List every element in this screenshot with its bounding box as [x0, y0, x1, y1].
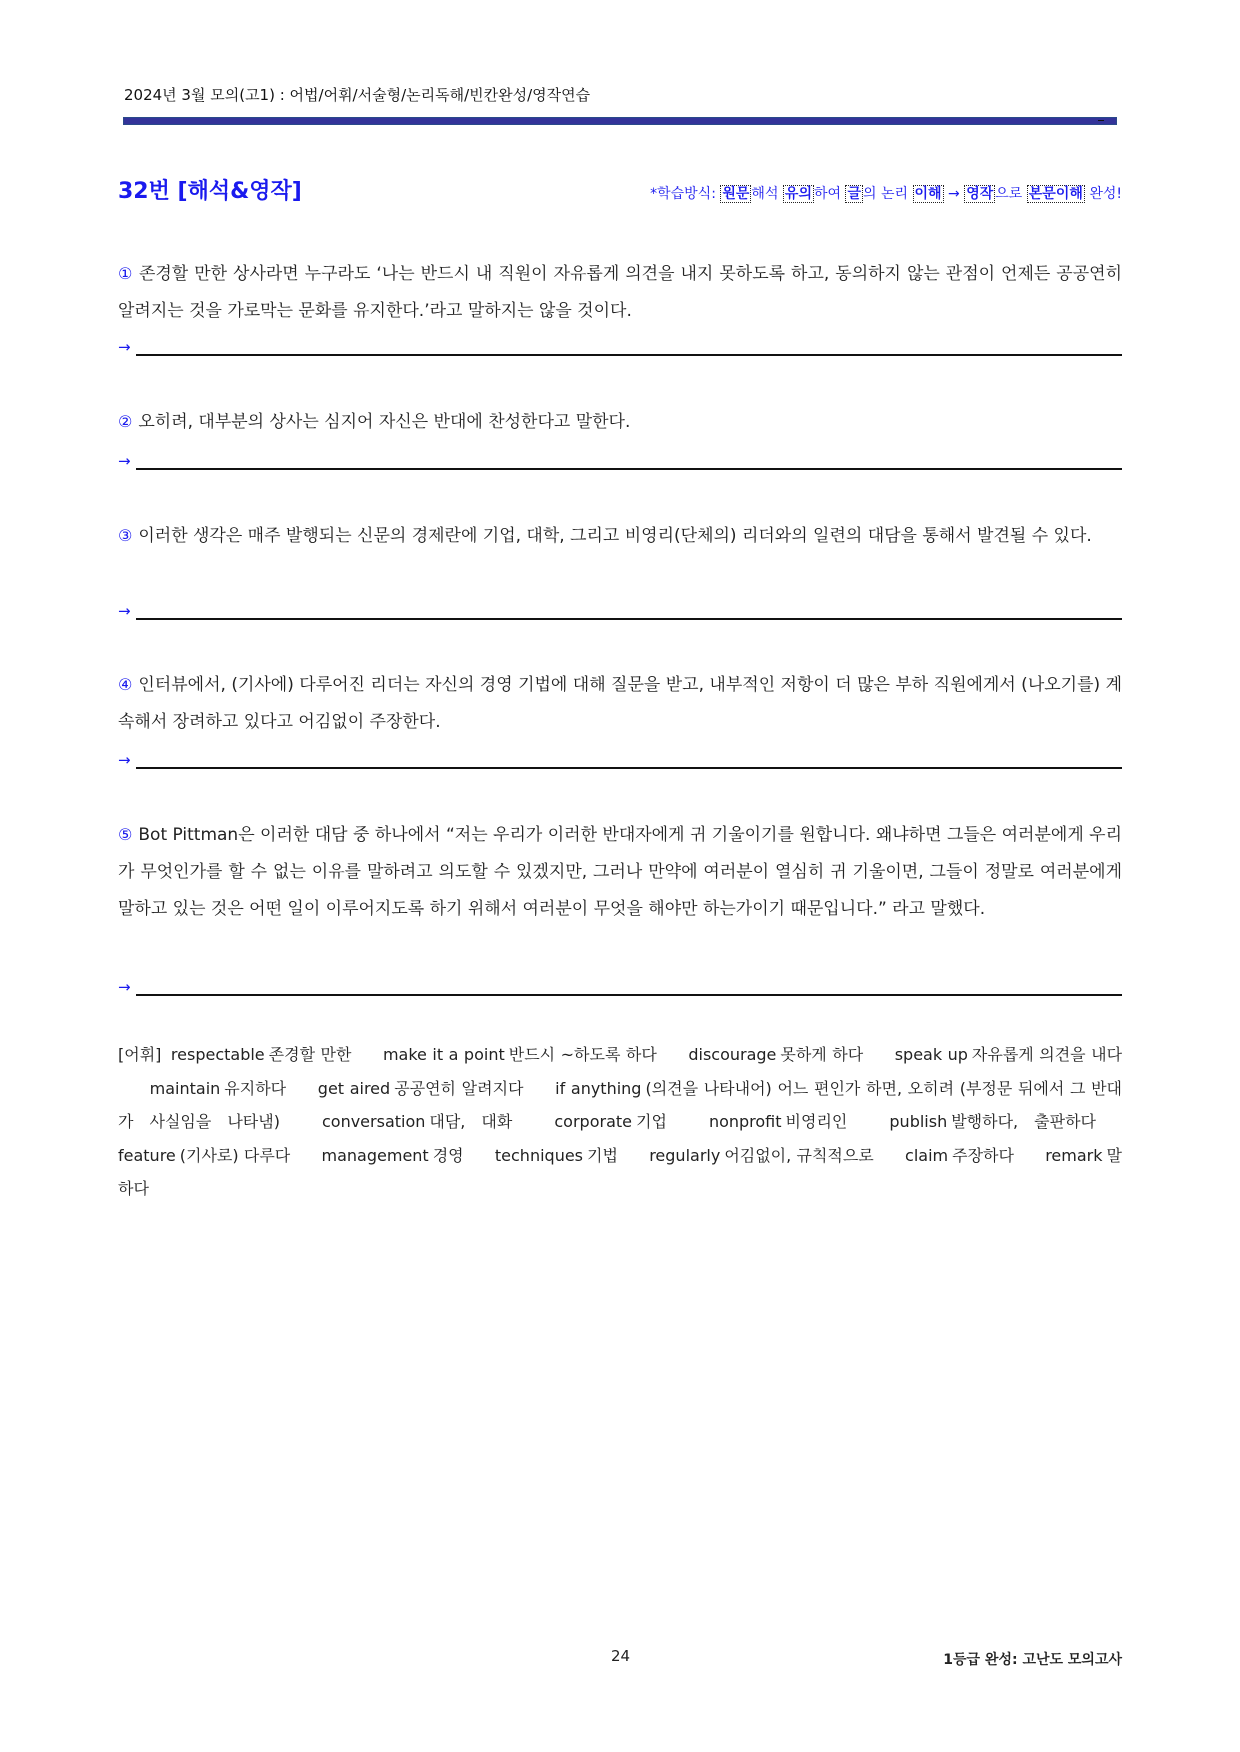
- method-text: 하여: [813, 186, 846, 202]
- header-bar-mark: [1098, 120, 1104, 121]
- vocab-en: respectable: [170, 1045, 265, 1064]
- arrow-right-icon: →: [118, 452, 131, 470]
- vocab-ko: 발행하다, 출판하다: [951, 1112, 1096, 1131]
- sentence-item-2: [118, 403, 1122, 441]
- vocab-en: make it a point: [382, 1045, 505, 1064]
- method-keyword: 유의: [784, 186, 812, 202]
- vocab-en: feature: [118, 1145, 176, 1165]
- vocab-en: publish: [889, 1112, 948, 1131]
- arrow-right-icon: →: [118, 602, 131, 620]
- answer-row-4[interactable]: [118, 751, 1122, 773]
- method-text: 의 논리: [863, 186, 913, 202]
- footer-brand: 1등급 완성: 고난도 모의고사: [943, 1652, 1122, 1668]
- header-divider-bar: [123, 117, 1117, 125]
- answer-input-line[interactable]: [136, 468, 1122, 470]
- vocab-en: conversation: [321, 1112, 426, 1131]
- section-title-row: [118, 174, 1122, 208]
- vocab-label: [어휘]: [118, 1045, 162, 1064]
- answer-input-line[interactable]: [136, 767, 1122, 769]
- vocab-en: corporate: [554, 1112, 632, 1131]
- vocab-en: claim: [905, 1145, 949, 1165]
- method-text: 으로: [995, 186, 1027, 202]
- vocab-en: speak up: [894, 1045, 968, 1064]
- vocab-ko: 대담, 대화: [429, 1112, 513, 1131]
- method-text: 완성!: [1084, 186, 1122, 202]
- method-text: 해석: [751, 186, 783, 202]
- sentence-item-3: [118, 517, 1122, 555]
- vocab-ko: 공공연히 알려지다: [394, 1078, 524, 1098]
- answer-row-3[interactable]: [118, 602, 1122, 624]
- vocab-ko: 유지하다: [224, 1078, 287, 1098]
- vocab-en: remark: [1045, 1145, 1103, 1165]
- answer-input-line[interactable]: [136, 618, 1122, 620]
- method-keyword: 원문: [722, 186, 750, 202]
- circled-number-4-icon: ④: [118, 675, 133, 694]
- vocab-en: techniques: [494, 1145, 584, 1165]
- vocab-en: management: [321, 1145, 429, 1165]
- vocab-en: discourage: [688, 1045, 777, 1064]
- vocab-ko: 반드시 ~하도록 하다: [508, 1045, 657, 1064]
- method-keyword: 본문이해: [1028, 186, 1083, 202]
- circled-number-3-icon: ③: [118, 526, 133, 545]
- vocab-en: regularly: [649, 1145, 721, 1165]
- arrow-right-icon: →: [118, 751, 131, 769]
- sentence-text: 인터뷰에서, (기사에) 다루어진 리더는 자신의 경영 기법에 대해 질문을 받고, 내부적인 저항이 더 많은 부하 직원에게서 (나오기를) 계속해서 장려하고 있다고 어김없이 주장한다.: [118, 675, 1122, 732]
- answer-input-line[interactable]: [136, 354, 1122, 356]
- vocab-en: maintain: [149, 1078, 221, 1098]
- sentence-text: 오히려, 대부분의 상사는 심지어 자신은 반대에 찬성한다고 말한다.: [138, 412, 631, 432]
- vocab-ko: 어김없이, 규칙적으로: [724, 1145, 874, 1165]
- vocab-ko: 기법: [587, 1145, 618, 1165]
- vocab-ko: 말하다: [118, 1145, 1122, 1198]
- answer-row-2[interactable]: [118, 452, 1122, 474]
- vocab-ko: 존경할 만한: [268, 1045, 352, 1064]
- vocab-ko: 주장하다: [952, 1145, 1014, 1165]
- arrow-right-icon: →: [118, 338, 131, 356]
- page-number: 24: [611, 1647, 631, 1665]
- vocab-ko: 기업: [635, 1112, 667, 1131]
- sentence-item-5: [118, 816, 1122, 928]
- circled-number-5-icon: ⑤: [118, 825, 133, 844]
- vocab-ko: (의견을 나타내어) 어느 편인가 하면, 오히려 (부정문 뒤에서 그 반대가 사실임을 나타냄): [118, 1078, 1123, 1131]
- method-keyword: 이해: [914, 186, 942, 202]
- header-title: 2024년 3월 모의(고1) : 어법/어휘/서술형/논리독해/빈칸완성/영작연습: [124, 86, 591, 104]
- sentence-text: 존경할 만한 상사라면 누구라도 ‘나는 반드시 내 직원이 자유롭게 의견을 내지 못하도록 하고, 동의하지 않는 관점이 언제든 공공연히 알려지는 것을 가로막는 문화를 유지한다.’라고 말하지는 않을 것이다.: [118, 264, 1122, 321]
- answer-row-1[interactable]: [118, 338, 1122, 360]
- sentence-text: 이러한 생각은 매주 발행되는 신문의 경제란에 기업, 대학, 그리고 비영리(단체의) 리더와의 일련의 대담을 통해서 발견될 수 있다.: [138, 526, 1092, 546]
- vocab-en: if anything: [555, 1078, 642, 1098]
- sentence-item-1: [118, 255, 1122, 330]
- method-keyword: 영작: [966, 186, 994, 202]
- arrow-right-icon: →: [118, 978, 131, 996]
- circled-number-2-icon: ②: [118, 412, 133, 431]
- vocab-ko: 경영: [432, 1145, 464, 1165]
- circled-number-1-icon: ①: [118, 264, 133, 283]
- sentence-item-4: [118, 666, 1122, 741]
- sentence-text: Bot Pittman은 이러한 대담 중 하나에서 “저는 우리가 이러한 반대자에게 귀 기울이기를 원합니다. 왜냐하면 그들은 여러분에게 우리가 무엇인가를 할 수 없는 이유를 말하려고 의도할 수 있겠지만, 그러나 만약에 여러분이 열심히 귀 기울이면, 그들이 정말로 여러분에게 말하고 있는 것은 어떤 일이 이루어지도록 하기 위해서 여러분이 무엇을 해야만 하는가이기 때문입니다.” 라고 말했다.: [118, 825, 1123, 919]
- vocab-ko: 비영리인: [785, 1112, 848, 1131]
- answer-row-5[interactable]: [118, 978, 1122, 1000]
- vocab-ko: 자유롭게 의견을 내다: [971, 1045, 1123, 1064]
- vocab-ko: 못하게 하다: [780, 1045, 864, 1064]
- answer-input-line[interactable]: [136, 994, 1122, 996]
- study-method: [650, 183, 1122, 203]
- method-arrow: →: [943, 186, 965, 202]
- section-title: 32번 [해석&영작]: [118, 179, 302, 204]
- vocab-en: get aired: [317, 1078, 391, 1098]
- vocab-ko: (기사로) 다루다: [179, 1145, 291, 1165]
- method-keyword: 글: [847, 186, 862, 202]
- study-method-prefix: *학습방식:: [650, 186, 721, 202]
- vocabulary-list: [118, 1038, 1122, 1206]
- vocab-en: nonprofit: [708, 1112, 782, 1131]
